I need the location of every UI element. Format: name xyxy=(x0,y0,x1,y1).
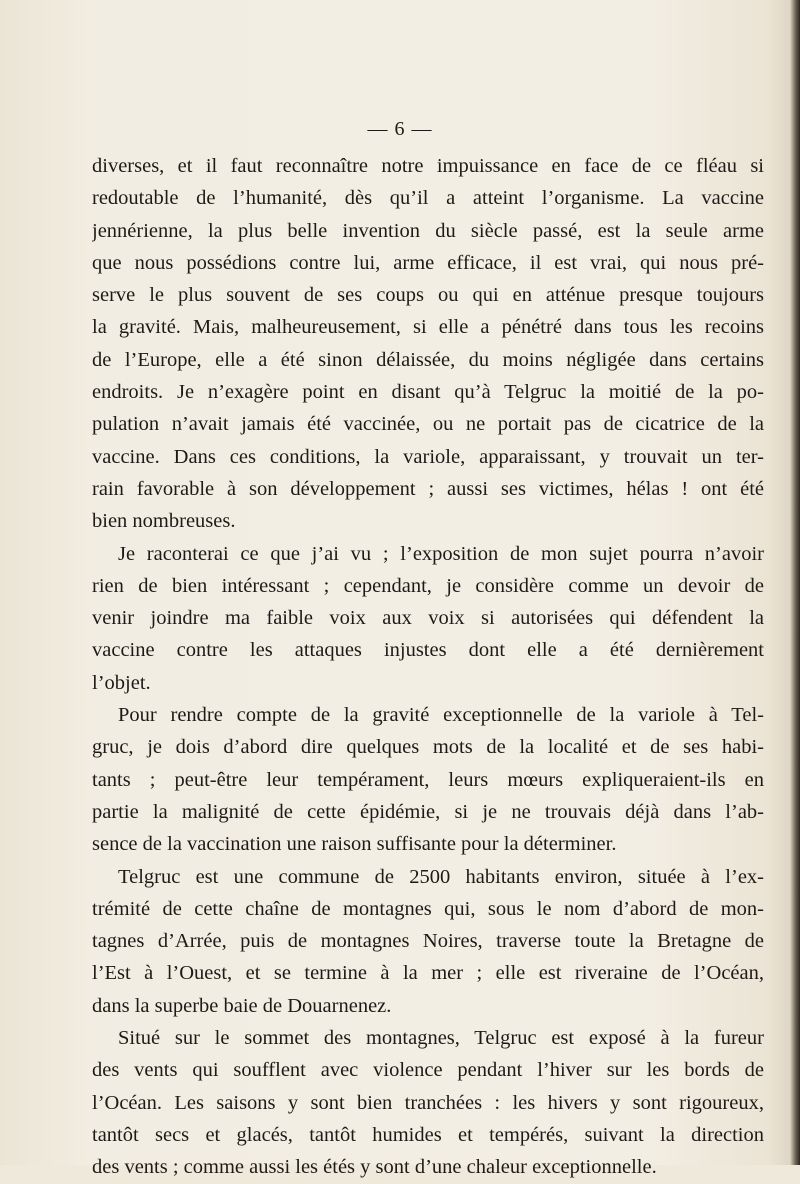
text-line: tantôt secs et glacés, tantôt humides et tempérés, suivant la direction xyxy=(92,1123,764,1146)
text-line: des vents qui soufflent avec violence pendant l’hiver sur les bords de xyxy=(92,1059,764,1082)
text-line: sence de la vaccination une raison suffisante pour la déterminer. xyxy=(92,833,617,856)
text-line: venir joindre ma faible voix aux voix si autorisées qui défendent la xyxy=(92,607,764,630)
text-line: rain favorable à son développement ; aussi ses victimes, hélas ! ont été xyxy=(92,477,764,500)
text-line: de l’Europe, elle a été sinon délaissée, du moins négligée dans certains xyxy=(92,348,764,371)
text-line: bien nombreuses. xyxy=(92,510,236,533)
text-line: l’objet. xyxy=(92,671,151,694)
text-line: pulation n’avait jamais été vaccinée, ou ne portait pas de cicatrice de la xyxy=(92,413,764,436)
text-line: Je raconterai ce que j’ai vu ; l’exposition de mon sujet pourra n’avoir xyxy=(118,542,764,565)
text-line: redoutable de l’humanité, dès qu’il a atteint l’organisme. La vaccine xyxy=(92,187,764,210)
text-line: vaccine. Dans ces conditions, la variole, apparaissant, y trouvait un ter- xyxy=(92,445,764,468)
text-line: vaccine contre les attaques injustes dont elle a été dernièrement xyxy=(92,639,764,662)
text-line: tagnes d’Arrée, puis de montagnes Noires, traverse toute la Bretagne de xyxy=(92,930,764,953)
text-line: dans la superbe baie de Douarnenez. xyxy=(92,994,392,1017)
text-line: Pour rendre compte de la gravité exceptionnelle de la variole à Tel- xyxy=(118,704,764,727)
text-line: serve le plus souvent de ses coups ou qui en atténue presque toujours xyxy=(92,284,764,307)
text-line: tants ; peut-être leur tempérament, leurs mœurs expliqueraient-ils en xyxy=(92,768,764,791)
text-line: endroits. Je n’exagère point en disant qu’à Telgruc la moitié de la po- xyxy=(92,381,764,404)
text-line: rien de bien intéressant ; cependant, je considère comme un devoir de xyxy=(92,574,764,597)
body-text xyxy=(92,150,764,1184)
text-line: des vents ; comme aussi les étés y sont d’une chaleur exceptionnelle. xyxy=(92,1156,657,1179)
text-line: la gravité. Mais, malheureusement, si elle a pénétré dans tous les recoins xyxy=(92,316,764,339)
text-line: Telgruc est une commune de 2500 habitants environ, située à l’ex- xyxy=(118,865,764,888)
text-line: l’Est à l’Ouest, et se termine à la mer ; elle est riveraine de l’Océan, xyxy=(92,962,764,985)
text-line: l’Océan. Les saisons y sont bien tranchées : les hivers y sont rigoureux, xyxy=(92,1091,764,1114)
text-line: trémité de cette chaîne de montagnes qui, sous le nom d’abord de mon- xyxy=(92,897,764,920)
text-line: diverses, et il faut reconnaître notre impuissance en face de ce fléau si xyxy=(92,155,764,177)
text-line: Situé sur le sommet des montagnes, Telgruc est exposé à la fureur xyxy=(118,1027,764,1050)
page-number: — 6 — xyxy=(367,118,433,140)
page-edge-shadow xyxy=(790,0,800,1165)
text-line: jennérienne, la plus belle invention du siècle passé, est la seule arme xyxy=(92,219,764,242)
text-line: que nous possédions contre lui, arme efficace, il est vrai, qui nous pré- xyxy=(92,251,764,274)
text-line: gruc, je dois d’abord dire quelques mots de la localité et de ses habi- xyxy=(92,736,764,759)
text-line: partie la malignité de cette épidémie, si je ne trouvais déjà dans l’ab- xyxy=(92,800,764,823)
